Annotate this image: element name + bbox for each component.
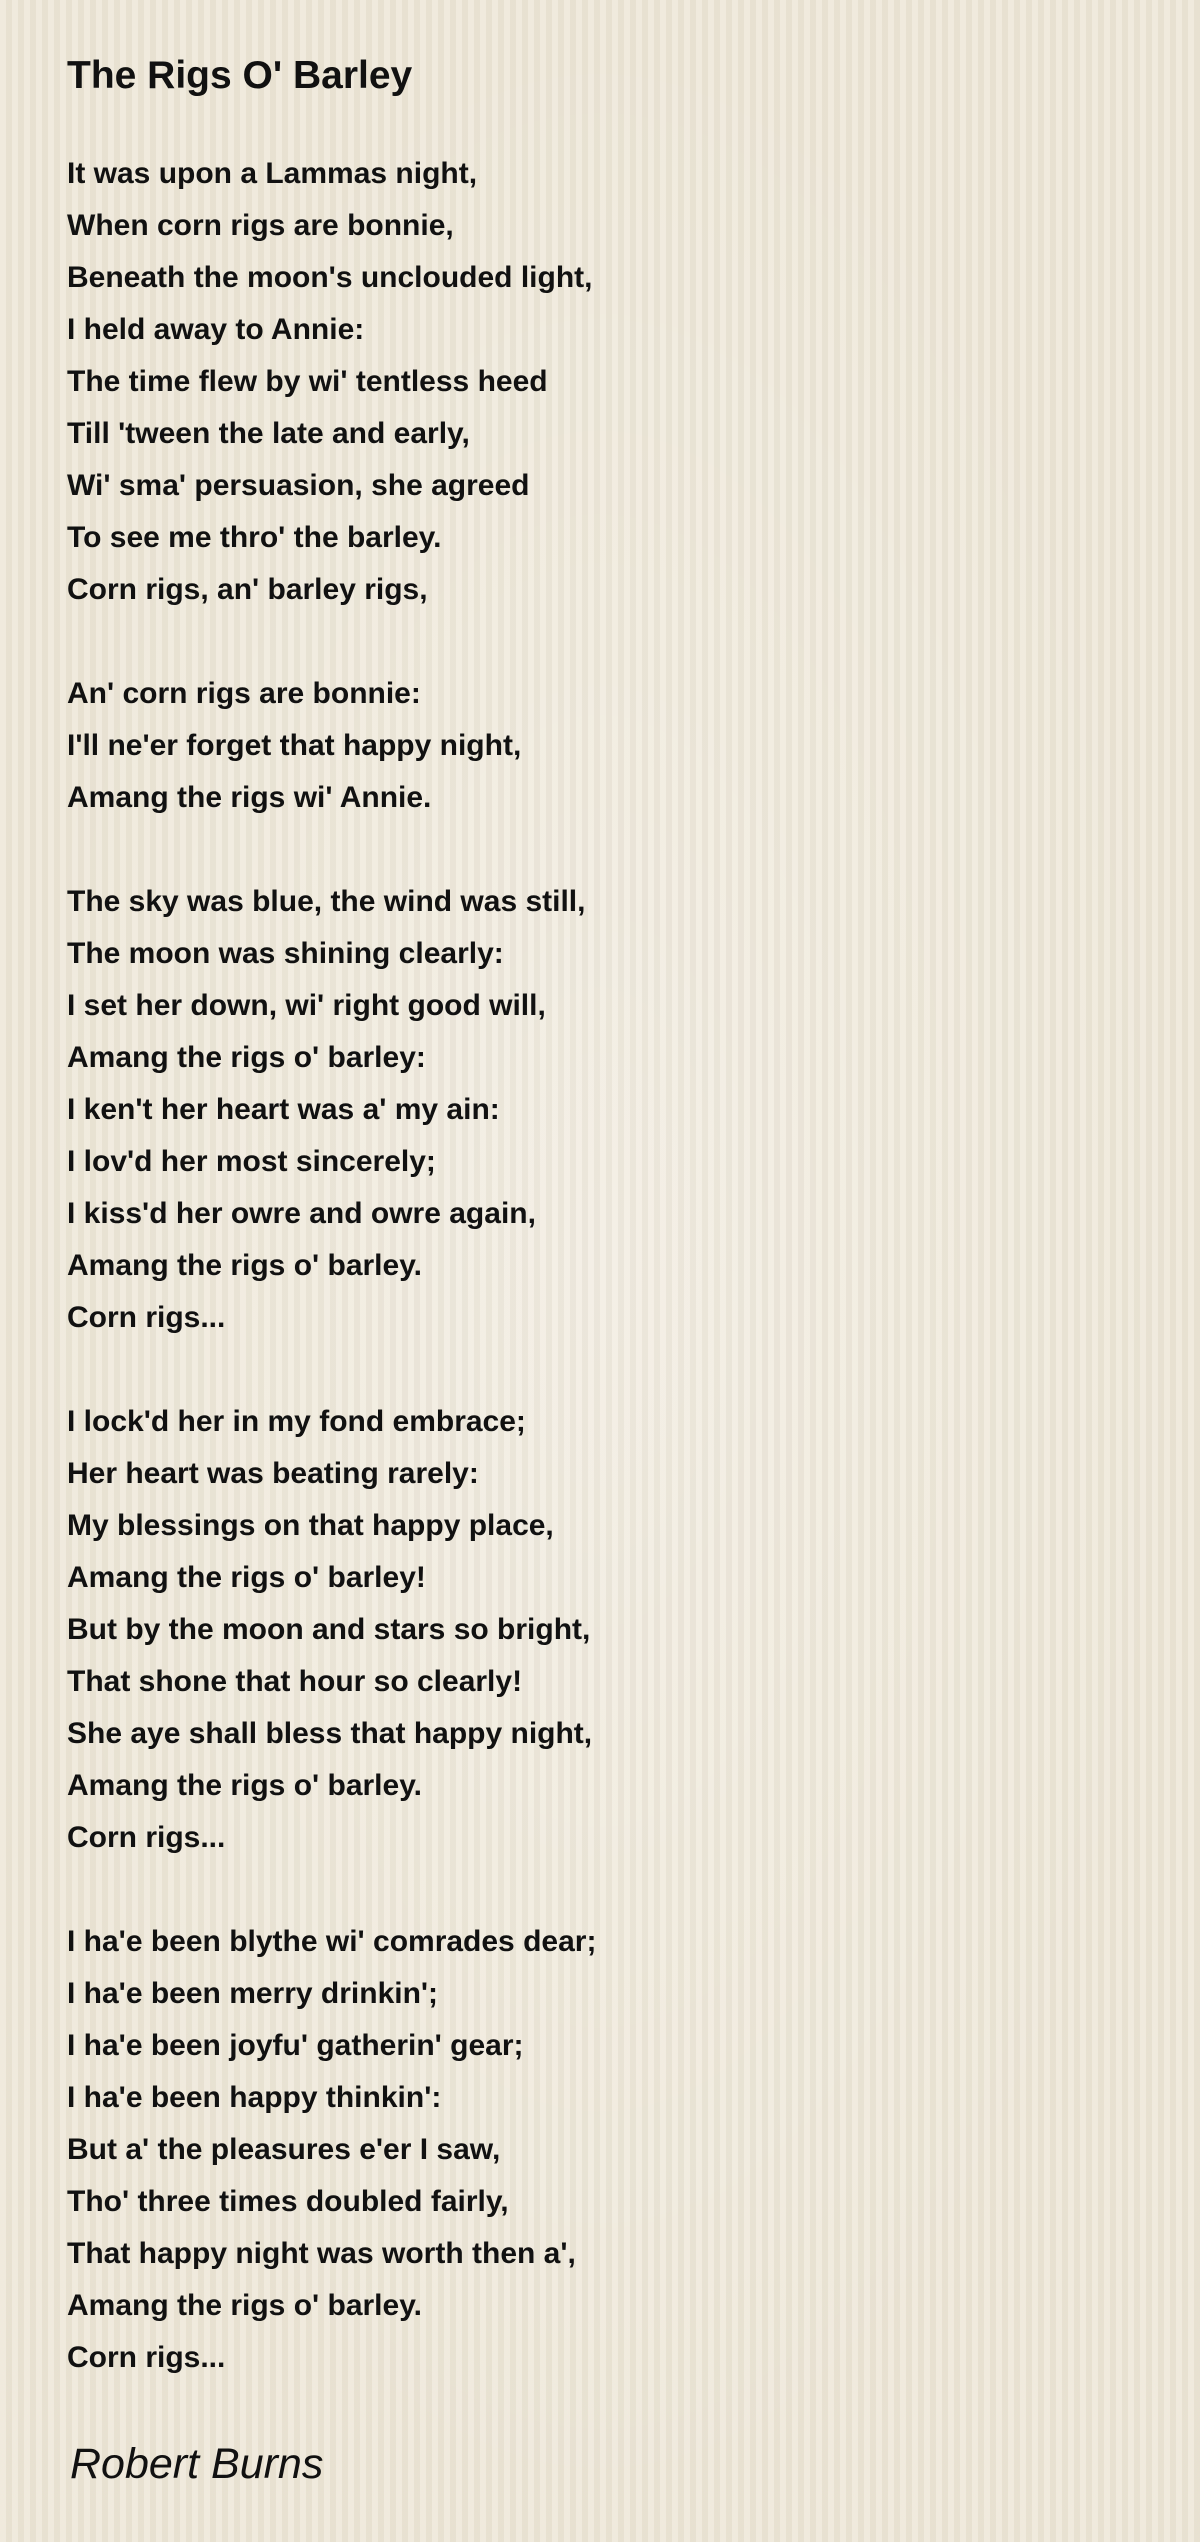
poem-author: Robert Burns bbox=[70, 2440, 324, 2488]
poem-line: Tho' three times doubled fairly, bbox=[67, 2185, 509, 2218]
poem-line: The moon was shining clearly: bbox=[67, 937, 504, 970]
poem-line: I set her down, wi' right good will, bbox=[67, 989, 546, 1022]
poem-line: I'll ne'er forget that happy night, bbox=[67, 729, 522, 762]
poem-line: Till 'tween the late and early, bbox=[67, 417, 470, 450]
poem-line: Amang the rigs o' barley. bbox=[67, 1769, 422, 1802]
poem-line: I lov'd her most sincerely; bbox=[67, 1145, 436, 1178]
poem-line: It was upon a Lammas night, bbox=[67, 157, 478, 190]
poem-line: My blessings on that happy place, bbox=[67, 1509, 554, 1542]
poem-line: Corn rigs... bbox=[67, 1301, 226, 1334]
poem-line: Her heart was beating rarely: bbox=[67, 1457, 479, 1490]
poem-line: The sky was blue, the wind was still, bbox=[67, 885, 586, 918]
poem-line: That shone that hour so clearly! bbox=[67, 1665, 523, 1698]
poem-line: Amang the rigs o' barley! bbox=[67, 1561, 426, 1594]
poem-line: Amang the rigs wi' Annie. bbox=[67, 781, 432, 814]
stanza-divider bbox=[67, 1864, 1127, 1916]
poem-line: I ha'e been blythe wi' comrades dear; bbox=[67, 1925, 597, 1958]
poem-line: Corn rigs... bbox=[67, 1821, 226, 1854]
stanza bbox=[67, 1916, 1127, 2384]
stanza bbox=[67, 1396, 1127, 1864]
stanza bbox=[67, 148, 1127, 616]
poem-line: Wi' sma' persuasion, she agreed bbox=[67, 469, 530, 502]
poem-line: An' corn rigs are bonnie: bbox=[67, 677, 421, 710]
poem-line: I held away to Annie: bbox=[67, 313, 365, 346]
poem-line: That happy night was worth then a', bbox=[67, 2237, 576, 2270]
poem-line: She aye shall bless that happy night, bbox=[67, 1717, 593, 1750]
poem-line: When corn rigs are bonnie, bbox=[67, 209, 454, 242]
poem-line: I ha'e been joyfu' gatherin' gear; bbox=[67, 2029, 524, 2062]
poem-line: The time flew by wi' tentless heed bbox=[67, 365, 548, 398]
poem-line: I kiss'd her owre and owre again, bbox=[67, 1197, 536, 1230]
poem-line: Amang the rigs o' barley. bbox=[67, 2289, 422, 2322]
poem-line: I ha'e been merry drinkin'; bbox=[67, 1977, 439, 2010]
stanza-divider bbox=[67, 824, 1127, 876]
poem-line: But a' the pleasures e'er I saw, bbox=[67, 2133, 501, 2166]
poem-line: Beneath the moon's unclouded light, bbox=[67, 261, 593, 294]
stanza-divider bbox=[67, 1344, 1127, 1396]
stanza-divider bbox=[67, 616, 1127, 668]
stanza bbox=[67, 876, 1127, 1344]
poem-line: To see me thro' the barley. bbox=[67, 521, 442, 554]
poem-line: Corn rigs... bbox=[67, 2341, 226, 2374]
poem-line: Corn rigs, an' barley rigs, bbox=[67, 573, 428, 606]
poem-line: But by the moon and stars so bright, bbox=[67, 1613, 591, 1646]
poem-line: I lock'd her in my fond embrace; bbox=[67, 1405, 526, 1438]
poem-line: Amang the rigs o' barley: bbox=[67, 1041, 426, 1074]
poem-title: The Rigs O' Barley bbox=[67, 54, 413, 97]
poem-line: I ha'e been happy thinkin': bbox=[67, 2081, 442, 2114]
poem-line: I ken't her heart was a' my ain: bbox=[67, 1093, 500, 1126]
poem-line: Amang the rigs o' barley. bbox=[67, 1249, 422, 1282]
poem-body bbox=[67, 148, 1127, 2384]
stanza bbox=[67, 668, 1127, 824]
